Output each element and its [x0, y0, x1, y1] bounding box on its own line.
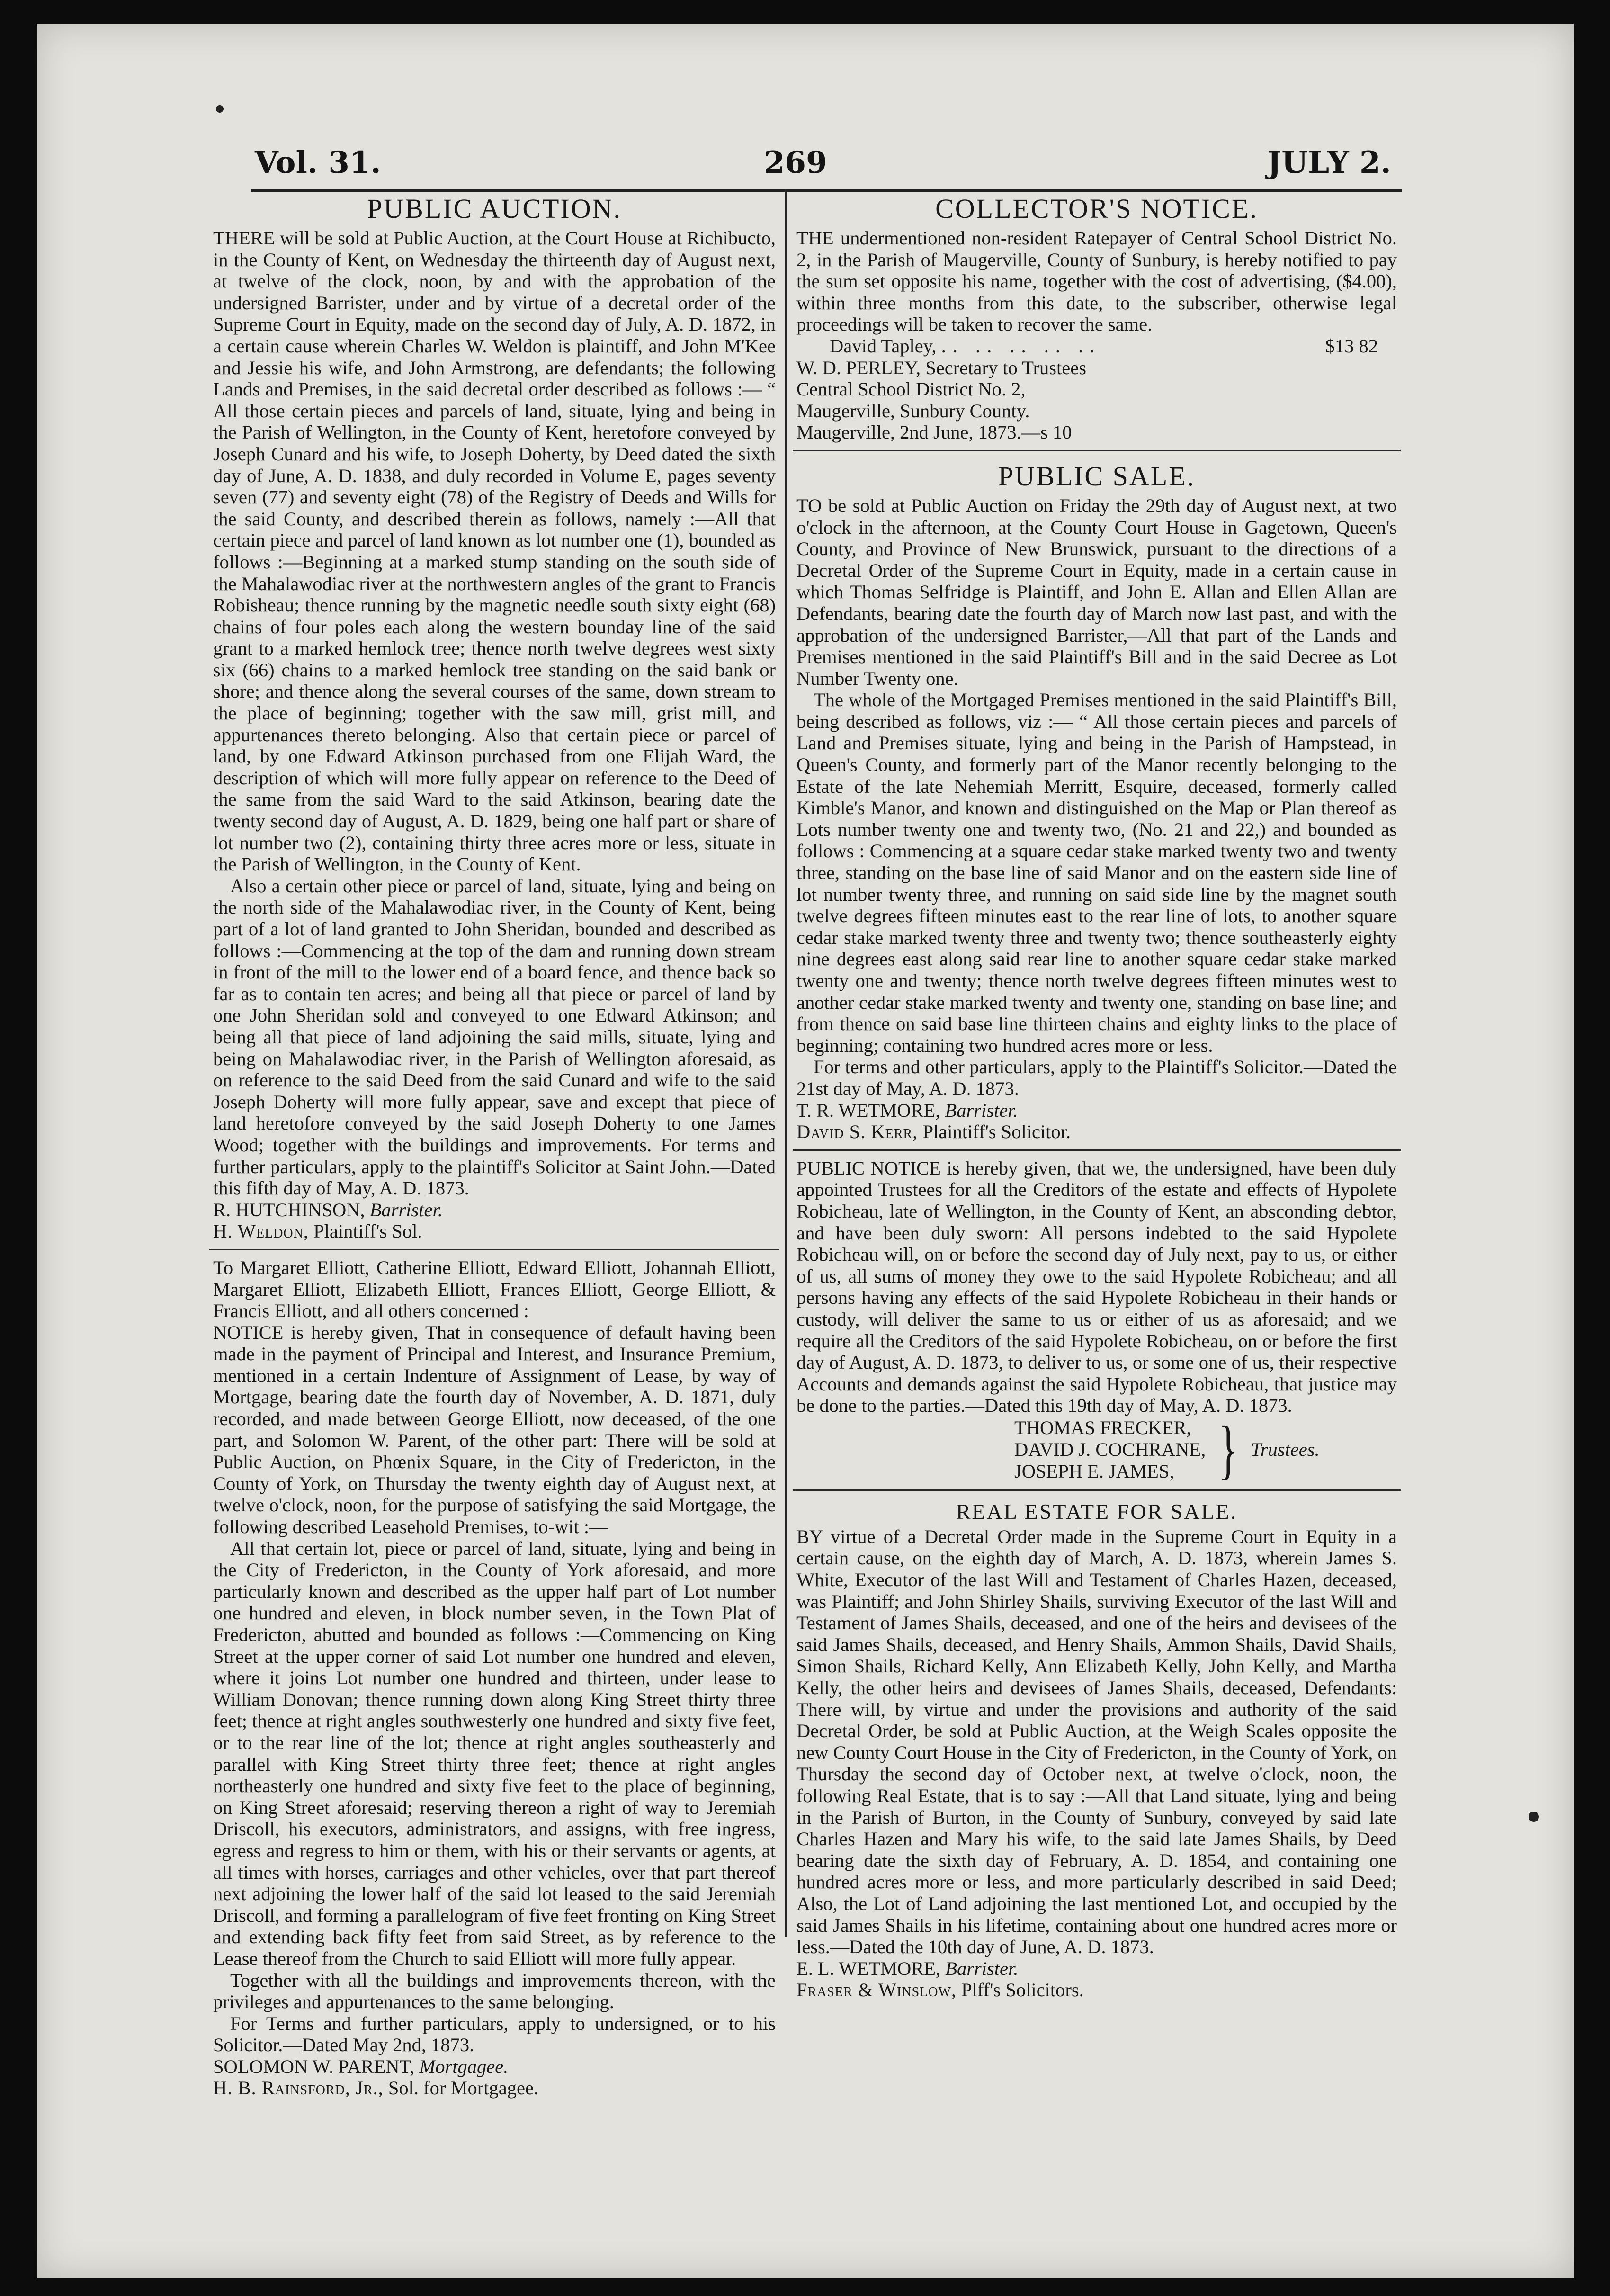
real-estate-title: REAL ESTATE FOR SALE. — [956, 1499, 1238, 1524]
ink-speck — [216, 105, 224, 113]
mortgage-notice: NOTICE is hereby given, That in consequence of default having been made in the payment of Principal and Interest, and Insurance Premium, mentioned in a certain Indenture of Assignment of Lease, by way of Mortgage, bearing date the fourth day of November, A. D. 1871, duly recorded, and made between George Elliott, now deceased, of the one part, and Solomon W. Parent, of the other part: There will be sold at Public Auction, on Phœnix Square, in the City of Fredericton, in the County of York, on Thursday the twenty eighth day of August next, at twelve o'clock, noon, for the purpose of satisfying the said Mortgage, the following described Leasehold Premises, to-wit :— — [213, 1321, 776, 1538]
trustee-name: DAVID J. COCHRANE, — [1014, 1439, 1206, 1461]
barrister-signature — [213, 1199, 776, 1221]
trustees-notice — [796, 1157, 1397, 1486]
mortgage-sale-notice — [213, 1257, 776, 2099]
brace-glyph: } — [1218, 1412, 1238, 1486]
trustee-name: THOMAS FRECKER, — [1014, 1417, 1191, 1439]
trustee-name: JOSEPH E. JAMES, — [1014, 1460, 1174, 1482]
public-sale-signature — [796, 1100, 1397, 1121]
collectors-notice-body: THE undermentioned non-resident Ratepayer of Central School District No. 2, in the Parish of Maugerville, County of Sunbury, is hereby notified to pay the sum set opposite his name, together with the cost of advertising, ($4.00), within three months from this date, to the subscriber, otherwise legal proceedings will be taken to recover the same. — [796, 227, 1397, 335]
public-auction-body-continued: Also a certain other piece or parcel of land, situate, lying and being on the north side of the Mahalawodiac river, in the County of Kent, being part of a lot of land granted to John Sheridan, bounded and described as follows :—Commencing at the top of the dam and running down stream in front of the mill to the lower end of a board fence, and thence back so far as to contain ten acres; and being all that piece or parcel of land by one John Sheridan sold and conveyed to one Edward Atkinson; and being all that piece of land adjoining the said mills, situate, lying and being on Mahalawodiac river, in the Parish of Wellington aforesaid, as on reference to the said Deed from the said Cunard and wife to the said Joseph Doherty will more fully appear, save and except that piece of land heretofore conveyed by the said Joseph Doherty to one James Wood; together with the buildings and improvements. For terms and further particulars, apply to the plaintiff's Solicitor at Saint John.—Dated this fifth day of May, A. D. 1873. — [213, 875, 776, 1199]
solicitor-line — [213, 1220, 776, 1242]
secretary-county: Maugerville, Sunbury County. — [796, 400, 1030, 422]
mortgage-solicitor-name: H. B. Rainsford, Jr., — [213, 2077, 384, 2099]
mortgage-solicitor-line — [213, 2077, 776, 2099]
secretary-signature: W. D. PERLEY, Secretary to Trustees — [796, 357, 1086, 378]
barrister-title: Barrister. — [369, 1199, 443, 1220]
barrister-name: R. HUTCHINSON, — [213, 1199, 365, 1220]
trustees-role: Trustees. — [1251, 1439, 1320, 1461]
ratepayer-row — [796, 335, 1397, 357]
mortgage-terms: For Terms and further particulars, apply to undersigned, or to his Solicitor.—Dated May 2nd, 1873. — [213, 2012, 776, 2056]
mortgagee-name: SOLOMON W. PARENT, — [213, 2055, 415, 2077]
left-column — [213, 190, 776, 2099]
public-sale-solicitor-title: Plaintiff's Solicitor. — [922, 1121, 1071, 1143]
solicitor-name: H. Weldon, — [213, 1220, 309, 1242]
real-estate-solicitor-name: Fraser & Winslow, — [796, 1979, 957, 2001]
real-estate-body: BY virtue of a Decretal Order made in the Supreme Court in Equity in a certain cause, on the eighth day of March, A. D. 1873, wherein James S. White, Executor of the last Will and Testament of Charles Hazen, deceased, was Plaintiff; and John Shirley Shails, surviving Executor of the last Will and Testament of James Shails, deceased, and one of the heirs and devisees of the said James Shails, deceased, and Henry Shails, Ammon Shails, David Shails, Simon Shails, Richard Kelly, Ann Elizabeth Kelly, John Kelly, and Martha Kelly, the other heirs and devisees of James Shails, deceased, Defendants: There will, by virtue and under the provisions and authority of the said Decretal Order, be sold at Public Auction, at the Weigh Scales opposite the new County Court House in the City of Fredericton, in the County of York, on Thursday the second day of October next, at twelve o'clock, noon, the following Real Estate, that is to say :—All that Land situate, lying and being in the Parish of Burton, in the County of Sunbury, conveyed by said late Charles Hazen and Mary his wife, to the said late James Shails, by Deed bearing date the sixth day of February, A. D. 1854, and containing one hundred acres more or less, and more particularly described in said Deed; Also, the Lot of Land adjoining the last mentioned Lot, and occupied by the said James Shails in his lifetime, containing about one hundred acres more or less.—Dated the 10th day of June, A. D. 1873. — [796, 1525, 1397, 1958]
public-sale-solicitor-name: David S. Kerr, — [796, 1121, 918, 1143]
collectors-notice — [796, 190, 1397, 443]
public-sale-barrister: T. R. WETMORE, — [796, 1099, 940, 1121]
secretary-district: Central School District No. 2, — [796, 378, 1026, 400]
real-estate-barrister-title: Barrister. — [945, 1957, 1019, 1979]
public-auction-title: PUBLIC AUCTION. — [367, 193, 622, 224]
mortgage-lot-description: All that certain lot, piece or parcel of land, situate, lying and being in the City of Fredericton, in the County of York aforesaid, and more particularly known and described as the upper half part of Lot number one hundred and eleven, in block number seven, in the Town Plat of Fredericton, abutted and bounded as follows :—Commencing on King Street at the upper corner of said Lot number one hundred and eleven, where it joins Lot number one hundred and thirteen, under lease to William Donovan; thence running down along King Street thirty three feet; thence at right angles southwesterly one hundred and sixty five feet, or to the rear line of the lot; thence at right angles southeasterly and parallel with King Street thirty three feet; thence at right angles northeasterly one hundred and sixty five feet to the place of beginning, on King Street aforesaid; reserving thereon a right of way to Jeremiah Driscoll, his executors, administrators, and assigns, with free ingress, egress and regress to him or them, with his or their servants or agents, at all times with horses, carriages and other vehicles, over that part thereof next adjoining the lower half of the said lot leased to the said Jeremiah Driscoll, and forming a parallelogram of five feet fronting on King Street and extending back fifty feet from said Street, as by reference to the Lease thereof from the Church to said Elliott will more fully appear. — [213, 1537, 776, 1969]
issue-date: JULY 2. — [1267, 145, 1391, 180]
ratepayer-name: David Tapley, — [830, 335, 937, 357]
section-rule — [793, 1149, 1401, 1151]
right-column — [796, 190, 1397, 2001]
public-sale-terms: For terms and other particulars, apply to the Plaintiff's Solicitor.—Dated the 21st day of May, A. D. 1873. — [796, 1056, 1397, 1099]
collectors-notice-dated: Maugerville, 2nd June, 1873.—s 10 — [796, 422, 1072, 443]
real-estate-solicitor-title: Plff's Solicitors. — [961, 1979, 1084, 2001]
trustees-notice-body: PUBLIC NOTICE is hereby given, that we, the undersigned, have been duly appointed Trustees for all the Creditors of the estate and effects of Hypolete Robicheau, late of Wellington, in the County of Kent, an absconding debtor, and have been duly sworn: All persons indebted to the said Hypolete Robicheau will, on or before the second day of July next, pay to us, or either of us, all sums of money they owe to the said Hypolete Robicheau; and all persons having any effects of the said Hypolete Robicheau in their hands or custody, will deliver the same to us or either of us as aforesaid; and we require all the Creditors of the said Hypolete Robicheau, on or before the first day of August, A. D. 1873, to deliver to us, or some one of us, their respective Accounts and demands against the said Hypolete Robicheau, that justice may be done to the parties.—Dated this 19th day of May, A. D. 1873. — [796, 1157, 1397, 1417]
real-estate-barrister: E. L. WETMORE, — [796, 1957, 941, 1979]
public-sale-title: PUBLIC SALE. — [998, 460, 1196, 492]
public-sale-body: TO be sold at Public Auction on Friday the 29th day of August next, at two o'clock in the afternoon, at the County Court House in Gagetown, Queen's County, and Province of New Brunswick, pursuant to the directions of a Decretal Order of the Supreme Court in Equity, made in a certain cause in which Thomas Selfridge is Plaintiff, and John E. Allan and Ellen Allan are Defendants, bearing date the fourth day of March now last past, and with the approbation of the undersigned Barrister,—All that part of the Lands and Premises mentioned in the said Plaintiff's Bill and in the said Decree as Lot Number Twenty one. — [796, 494, 1397, 689]
volume-number: Vol. 31. — [255, 145, 381, 180]
section-rule — [209, 1249, 779, 1250]
column-divider — [785, 189, 787, 1937]
public-sale-barrister-title: Barrister. — [945, 1099, 1018, 1121]
trustees-signature-block — [1014, 1412, 1397, 1486]
leader-dots: .. .. .. .. .. — [941, 335, 1101, 357]
public-sale-premises: The whole of the Mortgaged Premises mentioned in the said Plaintiff's Bill, being described as follows, viz :— “ All those certain pieces and parcels of Land and Premises situate, lying and being in the Parish of Hampstead, in Queen's County, and formerly part of the Manor recently belonging to the Estate of the late Nehemiah Merritt, Esquire, deceased, formerly called Kimble's Manor, and known and distinguished on the Map or Plan thereof as Lots number twenty one and twenty two, (No. 21 and 22,) and bounded as follows : Commencing at a square cedar stake marked twenty two and twenty three, standing on the base line of said Manor and on the eastern side line of lot number twenty three, and running on said side line by the magnet south twelve degrees fifteen minutes east to the rear line of lots, to another square cedar stake marked twenty three and twenty two; thence southeasterly eighty nine degrees east along said rear line to another square cedar stake marked twenty one and twenty; thence north twelve degrees fifteen minutes west to another cedar stake marked twenty and twenty one, standing on base line; and from thence on said base line thirteen chains and eighty links to the place of beginning; containing two hundred acres more or less. — [796, 689, 1397, 1056]
section-rule — [793, 450, 1401, 451]
public-auction-body: THERE will be sold at Public Auction, at the Court House at Richibucto, in the County of Kent, on Wednesday the thirteenth day of August next, at twelve of the clock, noon, by and with the approbation of the undersigned Barrister, under and by virtue of a decretal order of the Supreme Court in Equity, made on the second day of July, A. D. 1872, in a certain cause wherein Charles W. Weldon is plaintiff, and John M'Kee and Jessie his wife, and John Armstrong, are defendants; the following Lands and Premises, in the said decretal order described as follows :— “ All those certain pieces and parcels of land, situate, lying and being in the Parish of Wellington, in the County of Kent, heretofore conveyed by Joseph Cunard and his wife, to Joseph Doherty, by Deed dated the sixth day of June, A. D. 1838, and duly recorded in Volume E, pages seventy seven (77) and seventy eight (78) of the Registry of Deeds and Wills for the said County, and described therein as follows, namely :—All that certain piece and parcel of land known as lot number one (1), bounded as follows :—Beginning at a marked stump standing on the south side of the Mahalawodiac river at the northwestern angles of the grant to Francis Robisheau; thence running by the magnetic needle south sixty eight (68) chains of four poles each along the western bounday line of the said grant to a marked hemlock tree; thence north twelve degrees west sixty six (66) chains to a marked hemlock tree standing on the said bank or shore; and thence along the several courses of the same, down stream to the place of beginning; together with the saw mill, grist mill, and appurtenances thereto belonging. Also that certain piece or parcel of land, by one Edward Atkinson purchased from one Elijah Ward, the description of which will more fully appear on reference to the Deed of the same from the said Ward to the said Atkinson, bearing date the twenty second day of August, A. D. 1829, being one half part or share of lot number two (2), containing thirty three acres more or less, situate in the Parish of Wellington, in the County of Kent. — [213, 227, 776, 875]
ink-speck — [1529, 1812, 1539, 1822]
real-estate-notice — [796, 1498, 1397, 2001]
mortgage-addressees: To Margaret Elliott, Catherine Elliott, Edward Elliott, Johannah Elliott, Margaret Elliott, Elizabeth Elliott, Frances Elliott, George Elliott, & Francis Elliott, and all others concerned : — [213, 1256, 776, 1322]
mortgagee-signature — [213, 2056, 776, 2078]
section-rule — [793, 1489, 1401, 1491]
real-estate-solicitor-line — [796, 1979, 1397, 2001]
real-estate-signature — [796, 1958, 1397, 1980]
public-sale-notice — [796, 458, 1397, 1143]
mortgage-together: Together with all the buildings and improvements thereon, with the privileges and appurtenances to the same belonging. — [213, 1969, 776, 2013]
public-auction-notice — [213, 190, 776, 1242]
page-number: 269 — [764, 145, 827, 180]
mortgage-solicitor-title: Sol. for Mortgagee. — [388, 2077, 539, 2099]
mortgagee-title: Mortgagee. — [419, 2055, 509, 2077]
public-sale-solicitor-line — [796, 1121, 1397, 1143]
trustee-names — [1014, 1417, 1206, 1482]
ratepayer-amount: $13 82 — [1325, 335, 1378, 357]
solicitor-title: Plaintiff's Sol. — [313, 1220, 422, 1242]
newspaper-page — [37, 24, 1574, 2278]
collectors-notice-title: COLLECTOR'S NOTICE. — [935, 193, 1258, 224]
